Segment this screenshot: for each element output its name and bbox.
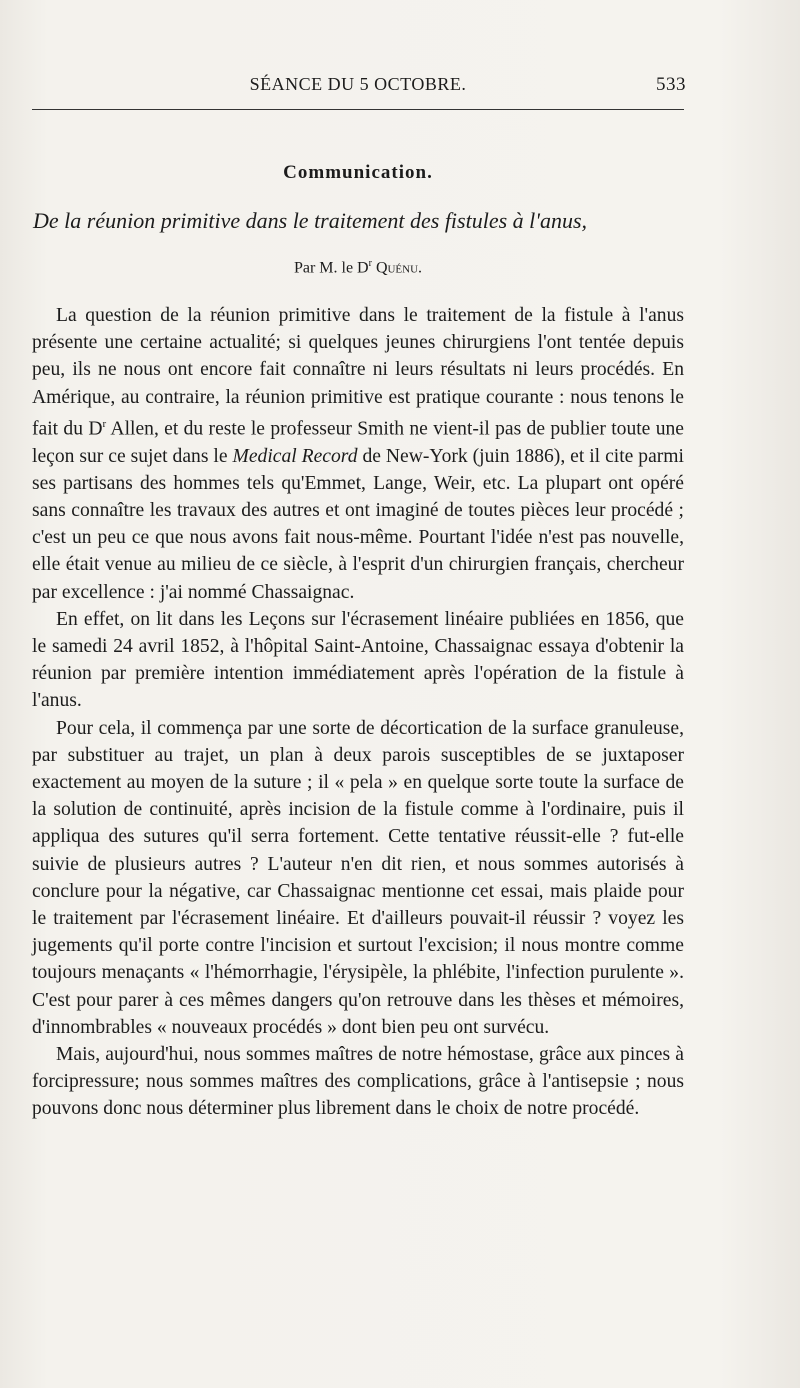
byline-prefix: Par M. le D [293, 259, 369, 277]
paragraph-1 [32, 302, 684, 606]
running-head [30, 74, 686, 100]
page-number: 533 [656, 74, 686, 95]
body-text [32, 302, 684, 1123]
article-title: De la réunion primitive dans le traitement des fistules à l'anus, [33, 208, 588, 233]
paragraph-3: Pour cela, il commença par une sorte de décortication de la surface granuleuse, par substituer au trajet, un plan à deux parois susceptibles de se juxtaposer exactement au moyen de la suture ; il « pela » en quelque sorte toute la surface de la solution de continuité, après incision de la fistule comme à l'ordinaire, puis il appliqua des sutures qu'il serra fortement. Cette tentative réussit-elle ? fut-elle suivie de plusieurs autres ? L'auteur n'en dit rien, et nous sommes autorisés à conclure pour la négative, car Chassaignac mentionne cet essai, mais plaide pour le traitement par l'écrasement linéaire. Et d'ailleurs pouvait-il réussir ? voyez les jugements qu'il porte contre l'incision et surtout l'excision; il nous montre comme toujours menaçants « l'hémorrhagie, l'érysipèle, la phlébite, l'infection purulente ». C'est pour parer à ces mêmes dangers qu'on retrouve dans les thèses et mémoires, d'innombrables « nouveaux procédés » dont bien peu ont survécu. [32, 717, 684, 1038]
running-title: SÉANCE DU 5 OCTOBRE. [249, 74, 467, 94]
byline [0, 258, 716, 277]
byline-superscript: r [368, 258, 372, 269]
journal-title: Medical Record [232, 445, 358, 467]
section-heading: Communication. [283, 162, 433, 183]
header-rule [32, 109, 684, 110]
byline-author: Quénu. [375, 259, 423, 277]
paragraph-1-part-b: Allen, et du reste le professeur Smith ne vient-il pas de publier toute une leçon sur ce sujet dans le [32, 418, 684, 467]
paragraph-4: Mais, aujourd'hui, nous sommes maîtres de notre hémostase, grâce aux pinces à forcipressure; nous sommes maîtres des complications, grâce à l'antisepsie ; nous pouvons donc nous déterminer plus librement dans le choix de notre procédé. [32, 1044, 684, 1120]
paragraph-1-part-a: La question de la réunion primitive dans le traitement de la fistule à l'anus présente une certaine actualité; si quelques jeunes chirurgiens l'ont tentée depuis peu, ils ne nous ont encore fait connaître ni leurs résultats ni leurs procédés. En Amérique, au contraire, la réunion primitive est pratique courante : nous tenons le fait du D [32, 305, 684, 440]
paragraph-1-part-c: de New-York (juin 1886), et il cite parmi ses partisans des hommes tels qu'Emmet, Lange, Weir, etc. La plupart ont opéré sans connaître les travaux des autres et ont imaginé de toutes pièces leur procédé ; c'est un peu ce que nous avons fait nous-même. Pourtant l'idée n'est pas nouvelle, elle était venue au milieu de ce siècle, à l'esprit d'un chirurgien français, chercheur par excellence : j'ai nommé Chassaignac. [32, 445, 684, 603]
paragraph-2: En effet, on lit dans les Leçons sur l'écrasement linéaire publiées en 1856, que le samedi 24 avril 1852, à l'hôpital Saint-Antoine, Chassaignac essaya d'obtenir la réunion par première intention immédiatement après l'opération de la fistule à l'anus. [32, 608, 684, 712]
paragraph-1-superscript: r [102, 417, 107, 430]
